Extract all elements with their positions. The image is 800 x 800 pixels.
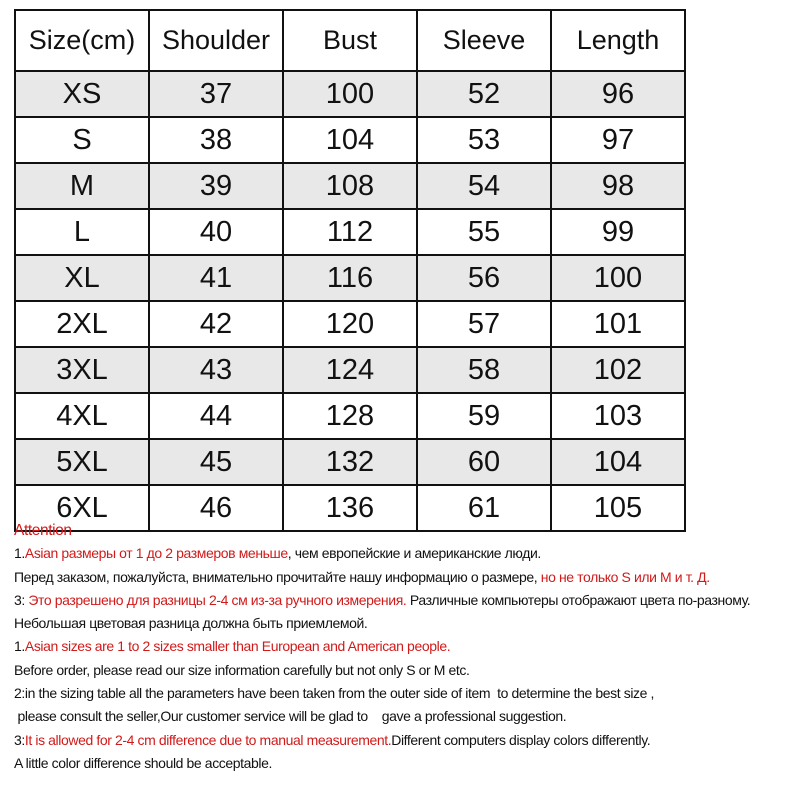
header-sleeve: Sleeve bbox=[417, 10, 551, 71]
table-row bbox=[15, 255, 685, 301]
note-highlight: Asian sizes are 1 to 2 sizes smaller than European and American people. bbox=[24, 638, 451, 655]
table-header-row bbox=[15, 10, 685, 71]
measurement-cell: 104 bbox=[551, 439, 685, 485]
measurement-cell: 96 bbox=[551, 71, 685, 117]
measurement-cell: 57 bbox=[417, 301, 551, 347]
note-ru-1 bbox=[14, 542, 794, 565]
measurement-cell: 124 bbox=[283, 347, 417, 393]
measurement-cell: 120 bbox=[283, 301, 417, 347]
note-en-3: 2:in the sizing table all the parameters have been taken from the outer side of item to determine the best size , bbox=[14, 685, 655, 702]
measurement-cell: 102 bbox=[551, 347, 685, 393]
note-text: , чем европейские и американские люди. bbox=[287, 545, 541, 562]
measurement-cell: 103 bbox=[551, 393, 685, 439]
measurement-cell: 37 bbox=[149, 71, 283, 117]
table-row bbox=[15, 71, 685, 117]
measurement-cell: 59 bbox=[417, 393, 551, 439]
size-label-cell: S bbox=[15, 117, 149, 163]
measurement-cell: 112 bbox=[283, 209, 417, 255]
table-row bbox=[15, 117, 685, 163]
measurement-cell: 46 bbox=[149, 485, 283, 531]
measurement-cell: 60 bbox=[417, 439, 551, 485]
table-row bbox=[15, 209, 685, 255]
measurement-cell: 108 bbox=[283, 163, 417, 209]
measurement-cell: 100 bbox=[551, 255, 685, 301]
measurement-cell: 43 bbox=[149, 347, 283, 393]
size-label-cell: XL bbox=[15, 255, 149, 301]
measurement-cell: 42 bbox=[149, 301, 283, 347]
measurement-cell: 105 bbox=[551, 485, 685, 531]
measurement-cell: 97 bbox=[551, 117, 685, 163]
measurement-cell: 44 bbox=[149, 393, 283, 439]
note-en-6: A little color difference should be acceptable. bbox=[14, 754, 273, 771]
note-highlight: Asian размеры от 1 до 2 размеров меньше bbox=[24, 545, 288, 562]
note-en-1 bbox=[14, 635, 794, 658]
table-row bbox=[15, 301, 685, 347]
note-ru-3 bbox=[14, 589, 794, 612]
notes-section bbox=[14, 519, 794, 775]
size-label-cell: 5XL bbox=[15, 439, 149, 485]
measurement-cell: 100 bbox=[283, 71, 417, 117]
note-text: Different computers display colors differently. bbox=[391, 731, 651, 748]
note-text: Различные компьютеры отображают цвета по-разному. bbox=[406, 591, 751, 608]
size-label-cell: 4XL bbox=[15, 393, 149, 439]
measurement-cell: 99 bbox=[551, 209, 685, 255]
note-highlight: Это разрешено для разницы 2-4 см из-за ручного измерения. bbox=[28, 591, 407, 608]
measurement-cell: 132 bbox=[283, 439, 417, 485]
measurement-cell: 53 bbox=[417, 117, 551, 163]
size-label-cell: L bbox=[15, 209, 149, 255]
note-number: 3: bbox=[14, 591, 29, 608]
note-highlight: но не только S или M и т. Д. bbox=[537, 568, 710, 585]
measurement-cell: 58 bbox=[417, 347, 551, 393]
measurement-cell: 61 bbox=[417, 485, 551, 531]
size-label-cell: M bbox=[15, 163, 149, 209]
attention-heading: Attention bbox=[14, 522, 72, 539]
header-shoulder: Shoulder bbox=[149, 10, 283, 71]
header-length: Length bbox=[551, 10, 685, 71]
measurement-cell: 40 bbox=[149, 209, 283, 255]
measurement-cell: 45 bbox=[149, 439, 283, 485]
measurement-cell: 116 bbox=[283, 255, 417, 301]
measurement-cell: 39 bbox=[149, 163, 283, 209]
measurement-cell: 128 bbox=[283, 393, 417, 439]
note-en-5 bbox=[14, 729, 794, 752]
note-ru-4: Небольшая цветовая разница должна быть приемлемой. bbox=[14, 615, 368, 632]
table-row bbox=[15, 393, 685, 439]
size-chart-table bbox=[14, 9, 686, 532]
table-row bbox=[15, 163, 685, 209]
measurement-cell: 104 bbox=[283, 117, 417, 163]
note-number: 3: bbox=[14, 731, 25, 748]
measurement-cell: 56 bbox=[417, 255, 551, 301]
note-ru-2 bbox=[14, 566, 794, 589]
note-highlight: It is allowed for 2-4 cm difference due to manual measurement. bbox=[24, 731, 392, 748]
measurement-cell: 41 bbox=[149, 255, 283, 301]
note-en-2: Before order, please read our size information carefully but not only S or M etc. bbox=[14, 661, 470, 678]
measurement-cell: 52 bbox=[417, 71, 551, 117]
size-label-cell: XS bbox=[15, 71, 149, 117]
header-size: Size(cm) bbox=[15, 10, 149, 71]
size-label-cell: 2XL bbox=[15, 301, 149, 347]
measurement-cell: 38 bbox=[149, 117, 283, 163]
size-label-cell: 6XL bbox=[15, 485, 149, 531]
note-number: 1. bbox=[14, 545, 25, 562]
measurement-cell: 101 bbox=[551, 301, 685, 347]
measurement-cell: 136 bbox=[283, 485, 417, 531]
note-number: 1. bbox=[14, 638, 25, 655]
measurement-cell: 55 bbox=[417, 209, 551, 255]
size-label-cell: 3XL bbox=[15, 347, 149, 393]
table-row bbox=[15, 439, 685, 485]
note-en-4: please consult the seller,Our customer service will be glad to gave a professional suggestion. bbox=[14, 708, 567, 725]
header-bust: Bust bbox=[283, 10, 417, 71]
measurement-cell: 54 bbox=[417, 163, 551, 209]
measurement-cell: 98 bbox=[551, 163, 685, 209]
note-text: Перед заказом, пожалуйста, внимательно прочитайте нашу информацию о размере, bbox=[14, 568, 538, 585]
table-row bbox=[15, 347, 685, 393]
